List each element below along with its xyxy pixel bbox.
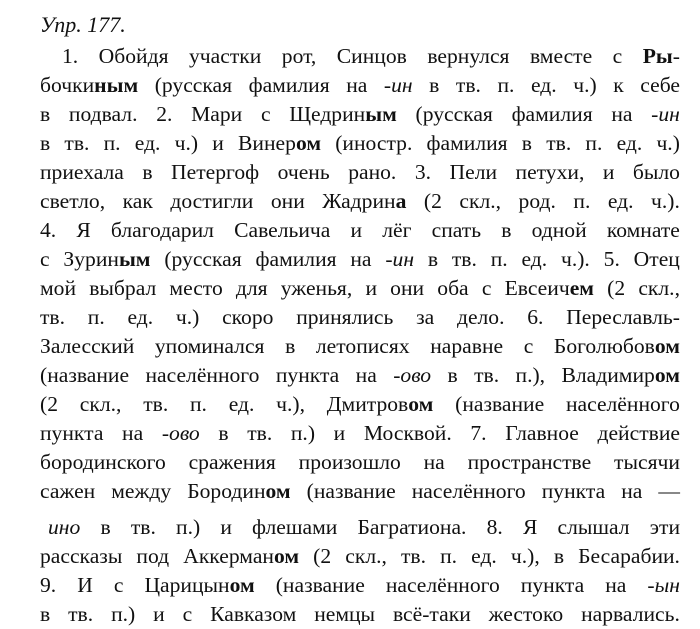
word: Жадрина: [322, 189, 407, 213]
word: Петергоф: [171, 160, 260, 184]
word: и: [350, 218, 363, 242]
word: ед.: [228, 392, 255, 416]
word: эти: [649, 515, 680, 539]
word: слышал: [557, 515, 630, 539]
word: рассказы: [40, 544, 123, 568]
word: (2: [313, 544, 332, 568]
word: Кавказом: [210, 602, 297, 626]
word: тв.: [40, 305, 66, 329]
word: -ово: [161, 421, 200, 445]
word: пространстве: [467, 450, 592, 474]
word: Савельича: [234, 218, 331, 242]
word: с: [182, 602, 193, 626]
word: ед.: [134, 131, 161, 155]
word: на: [350, 247, 372, 271]
word: в: [40, 131, 51, 155]
word: в: [142, 160, 153, 184]
word: 3.: [414, 160, 432, 184]
word: приехала: [40, 160, 124, 184]
word: род.: [518, 189, 556, 213]
word: на: [611, 102, 633, 126]
word: ед.: [471, 544, 497, 568]
word: —: [658, 479, 680, 503]
word: оба: [437, 276, 469, 300]
word: в: [429, 73, 440, 97]
word: Мари: [191, 102, 243, 126]
word: Обойдя: [98, 44, 169, 68]
word: ед.: [616, 131, 643, 155]
word: 5.: [603, 247, 620, 271]
word: 1.: [62, 44, 79, 68]
text-line: [40, 390, 680, 419]
word: с: [523, 334, 534, 358]
word: Винером: [238, 131, 322, 155]
word: тв.: [400, 544, 427, 568]
word: и: [333, 421, 346, 445]
word: п.: [497, 73, 515, 97]
word: (название: [275, 573, 365, 597]
word: Пели: [449, 160, 498, 184]
word: тв.: [130, 515, 156, 539]
word: ед.: [127, 305, 154, 329]
word: тв.: [68, 602, 94, 626]
word: вернулся: [427, 44, 510, 68]
word: п.),: [515, 363, 546, 387]
word: (2: [423, 189, 442, 213]
word: п.): [290, 421, 316, 445]
word: Ры-: [642, 44, 680, 68]
text-line: [40, 448, 680, 477]
word: действие: [597, 421, 680, 445]
word: ч.).: [651, 189, 680, 213]
word: ч.): [175, 305, 200, 329]
text-line: [40, 274, 680, 303]
text-line: [40, 216, 680, 245]
word: к: [613, 73, 624, 97]
word: в: [553, 544, 565, 568]
word: и: [153, 602, 165, 626]
word: -ин: [651, 102, 680, 126]
word: (2: [607, 276, 626, 300]
word: на: [355, 363, 377, 387]
word: в: [285, 334, 296, 358]
word: в: [218, 421, 229, 445]
text-line: [40, 100, 680, 129]
word: фамилия: [426, 131, 508, 155]
word: Дмитровом: [326, 392, 434, 416]
word: сажен: [40, 479, 96, 503]
word: на: [605, 573, 627, 597]
word: п.: [440, 544, 458, 568]
text-line: [40, 332, 680, 361]
word: с: [260, 102, 271, 126]
word: фамилия: [248, 73, 330, 97]
word: Владимиром: [561, 363, 680, 387]
word: под: [136, 544, 170, 568]
text-line: [40, 71, 680, 100]
word: фамилия: [255, 247, 337, 271]
text-line: [40, 477, 680, 506]
word: 9.: [40, 573, 57, 597]
word: нарвались.: [581, 602, 680, 626]
text-line: [40, 571, 680, 600]
word: ч.).: [560, 247, 590, 271]
word: как: [122, 189, 153, 213]
word: тв.: [455, 73, 481, 97]
word: 8.: [486, 515, 503, 539]
word: выбрал: [89, 276, 157, 300]
text-line: [40, 187, 680, 216]
word: спать: [431, 218, 482, 242]
word: подвал.: [68, 102, 138, 126]
text-line: [40, 129, 680, 158]
word: рано.: [348, 160, 397, 184]
word: Царицыном: [144, 573, 255, 597]
word: Главное: [505, 421, 579, 445]
word: дело.: [456, 305, 505, 329]
word: 2.: [156, 102, 173, 126]
word: с: [612, 44, 623, 68]
word: Я: [522, 515, 538, 539]
word: место: [169, 276, 223, 300]
word: на: [621, 479, 643, 503]
word: ч.),: [276, 392, 306, 416]
word: населённого: [411, 479, 526, 503]
word: они: [270, 189, 305, 213]
word: п.: [87, 305, 105, 329]
word: Москвой.: [363, 421, 452, 445]
word: уженья,: [280, 276, 353, 300]
word: скл.,: [459, 189, 502, 213]
word: ино: [48, 515, 81, 539]
word: светло,: [40, 189, 106, 213]
word: пункта: [275, 363, 340, 387]
word: п.): [111, 602, 136, 626]
word: Отец: [633, 247, 680, 271]
word: тв.: [474, 363, 500, 387]
text-line: [48, 513, 680, 542]
word: себе: [640, 73, 680, 97]
word: комнате: [606, 218, 680, 242]
word: скл.,: [638, 276, 680, 300]
word: и: [602, 160, 615, 184]
word: рот,: [281, 44, 317, 68]
word: принялись: [296, 305, 394, 329]
word: всё-таки: [392, 602, 471, 626]
word: Евсеичем: [504, 276, 594, 300]
word: в: [40, 102, 51, 126]
word: для: [235, 276, 268, 300]
word: фамилия: [511, 102, 593, 126]
word: произошло: [298, 450, 401, 474]
word: мой: [40, 276, 77, 300]
word: п.: [490, 247, 508, 271]
word: на: [346, 73, 368, 97]
word: летописях: [315, 334, 410, 358]
word: Синцов: [336, 44, 407, 68]
word: -ово: [393, 363, 432, 387]
text-line: [40, 361, 680, 390]
word: пункта: [40, 421, 104, 445]
word: одной: [531, 218, 587, 242]
word: петухи,: [515, 160, 585, 184]
word: благодарил: [110, 218, 214, 242]
word: достигли: [170, 189, 254, 213]
word: п.: [103, 131, 121, 155]
word: ч.): [174, 131, 199, 155]
word: И: [77, 573, 93, 597]
word: Я: [76, 218, 91, 242]
text-line: [40, 419, 680, 448]
word: скл.,: [345, 544, 387, 568]
word: с: [481, 276, 492, 300]
word: сражения: [188, 450, 276, 474]
text-line: [40, 158, 680, 187]
word: скл.,: [79, 392, 122, 416]
word: (название: [306, 479, 396, 503]
word: 7.: [470, 421, 487, 445]
word: (название: [40, 363, 130, 387]
word: и: [212, 131, 224, 155]
word: с: [113, 573, 124, 597]
word: было: [632, 160, 680, 184]
word: Бесарабии.: [578, 544, 680, 568]
text-line: [62, 42, 680, 71]
word: между: [111, 479, 172, 503]
word: в: [427, 247, 439, 271]
word: тысячи: [614, 450, 680, 474]
word: Багратиона.: [357, 515, 467, 539]
word: в: [100, 515, 111, 539]
text-line: [40, 245, 680, 274]
word: пункта: [520, 573, 585, 597]
word: пункта: [541, 479, 606, 503]
word: упоминался: [154, 334, 265, 358]
word: немцы: [314, 602, 376, 626]
word: населённого: [145, 363, 260, 387]
word: ч.): [573, 73, 597, 97]
word: -ин: [383, 73, 413, 97]
word: скоро: [222, 305, 274, 329]
word: бочкиным: [40, 73, 139, 97]
word: флешами: [252, 515, 338, 539]
word: Аккерманом: [183, 544, 300, 568]
word: тв.: [143, 392, 169, 416]
word: (название: [455, 392, 545, 416]
word: ч.): [656, 131, 680, 155]
word: участки: [189, 44, 262, 68]
word: с: [40, 247, 50, 271]
word: вместе: [529, 44, 593, 68]
word: ед.: [607, 189, 634, 213]
text-line: [40, 303, 680, 332]
word: Залесский: [40, 334, 135, 358]
word: тв.: [451, 247, 477, 271]
word: очень: [277, 160, 330, 184]
word: бородинского: [40, 450, 166, 474]
word: на: [423, 450, 445, 474]
word: 4.: [40, 218, 57, 242]
word: лёг: [382, 218, 412, 242]
word: ед.: [521, 247, 548, 271]
word: ед.: [531, 73, 557, 97]
word: наравне: [430, 334, 504, 358]
word: Щедриным: [289, 102, 397, 126]
text-line: [40, 542, 680, 571]
word: в: [521, 131, 532, 155]
word: в: [501, 218, 512, 242]
word: 6.: [527, 305, 544, 329]
word: -ин: [385, 247, 415, 271]
word: в: [447, 363, 458, 387]
word: Бородином: [187, 479, 291, 503]
word: тв.: [64, 131, 90, 155]
word: жестоко: [488, 602, 564, 626]
word: тв.: [247, 421, 273, 445]
word: они: [390, 276, 425, 300]
word: на: [122, 421, 144, 445]
text-line: [40, 600, 680, 629]
word: -ын: [647, 573, 680, 597]
word: п.: [585, 131, 603, 155]
word: Зуриным: [63, 247, 151, 271]
word: ч.),: [510, 544, 540, 568]
word: (русская: [415, 102, 493, 126]
word: (2: [40, 392, 58, 416]
word: и: [365, 276, 377, 300]
word: (русская: [154, 73, 233, 97]
word: Переславль-: [566, 305, 680, 329]
word: в: [40, 602, 51, 626]
word: населённого: [385, 573, 500, 597]
word: Боголюбовом: [553, 334, 680, 358]
exercise-heading: Упр. 177.: [40, 12, 126, 37]
word: п.): [176, 515, 201, 539]
word: населённого: [565, 392, 680, 416]
word: п.: [189, 392, 207, 416]
word: (русская: [164, 247, 242, 271]
word: за: [416, 305, 435, 329]
word: и: [220, 515, 232, 539]
word: п.: [573, 189, 591, 213]
word: (иностр.: [335, 131, 413, 155]
word: тв.: [546, 131, 572, 155]
